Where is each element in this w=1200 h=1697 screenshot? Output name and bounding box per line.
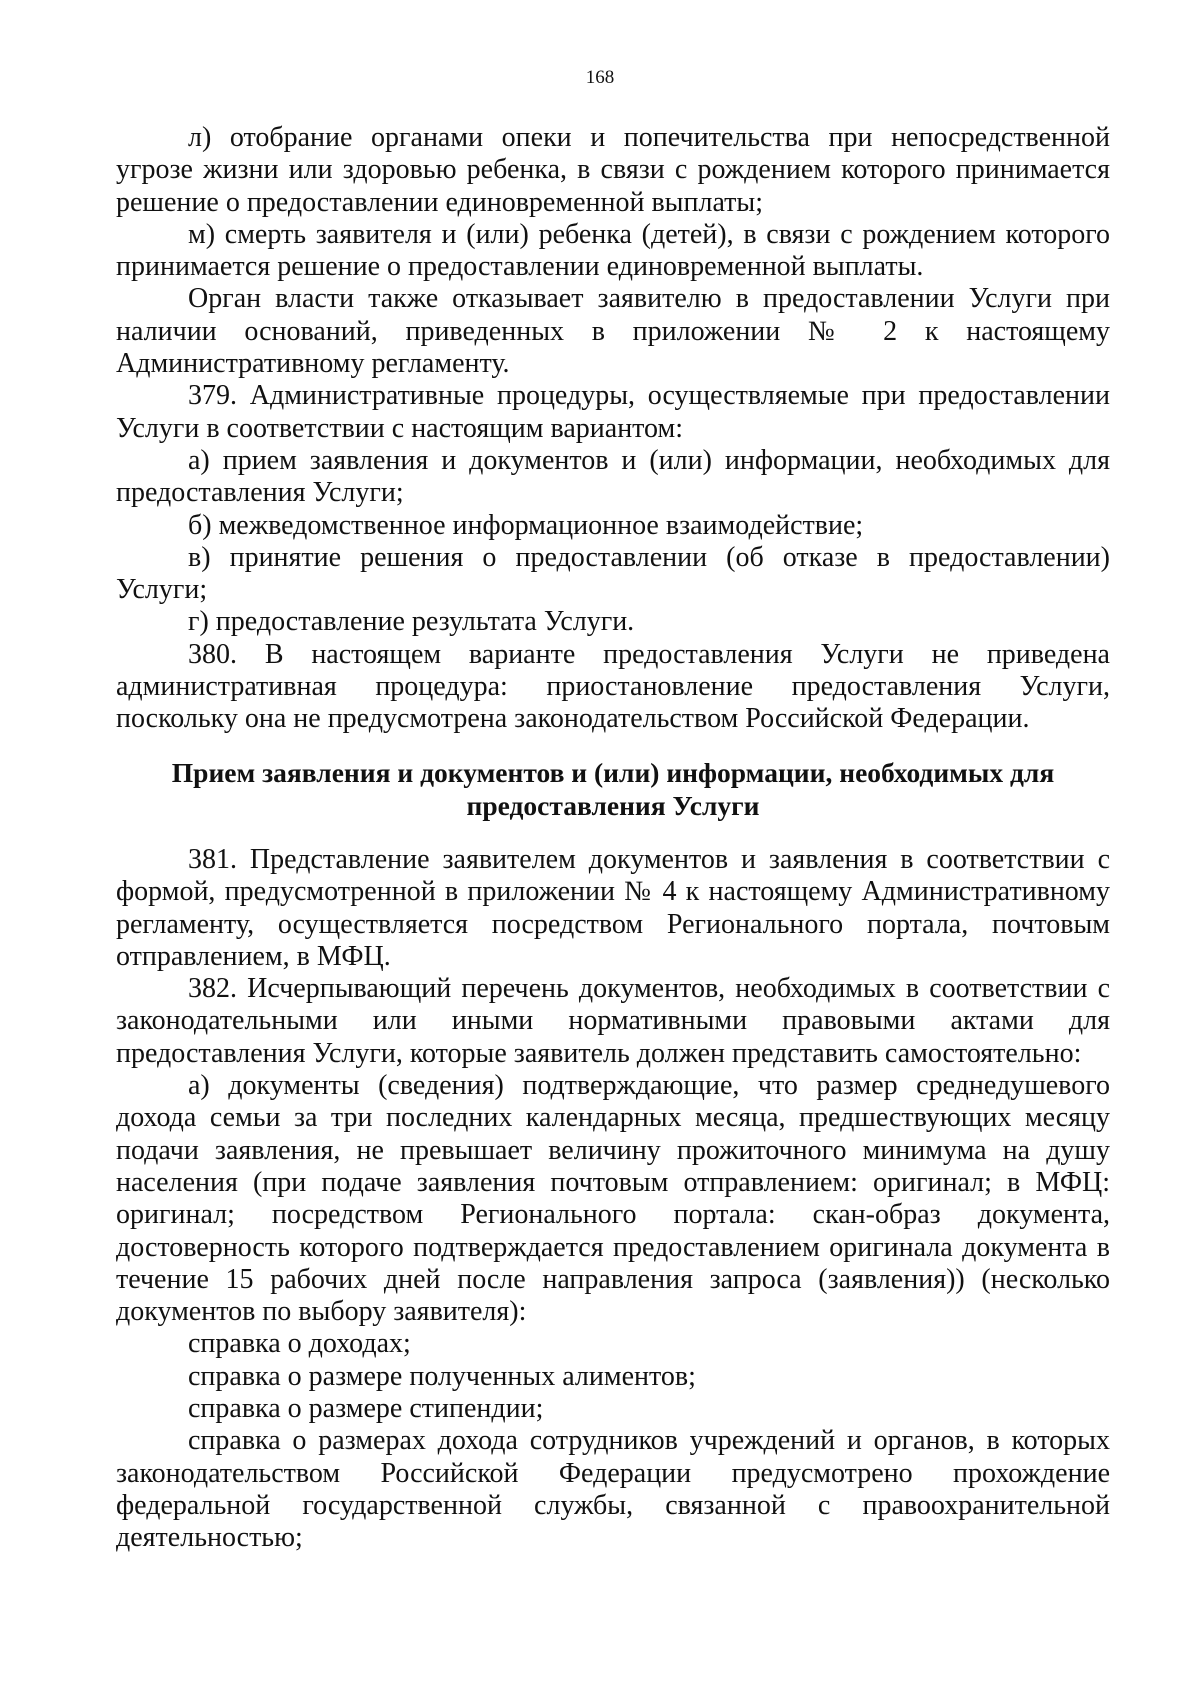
- paragraph-refusal: Орган власти также отказывает заявителю в предоставлении Услуги при наличии оснований, приведенных в приложении № 2 к настоящему Административному регламенту.: [116, 283, 1110, 380]
- section-text-upper: [116, 122, 1110, 736]
- paragraph-m: м) смерть заявителя и (или) ребенка (детей), в связи с рождением которого принимается решение о предоставлении единовременной выплаты.: [116, 218, 1110, 283]
- list-item-alimony-certificate: справка о размере полученных алиментов;: [188, 1360, 696, 1392]
- page-number: 168: [585, 67, 615, 88]
- section-heading: [116, 757, 1110, 822]
- list-item-b: б) межведомственное информационное взаимодействие;: [188, 509, 864, 541]
- list-item-income-certificate: справка о доходах;: [188, 1328, 411, 1360]
- list-item-v: в) принятие решения о предоставлении (об отказе в предоставлении) Услуги;: [116, 541, 1110, 606]
- list-item-stipend-certificate: справка о размере стипендии;: [188, 1393, 544, 1425]
- list-item-a: а) прием заявления и документов и (или) информации, необходимых для предоставления Услуги;: [116, 444, 1110, 509]
- paragraph-379: 379. Административные процедуры, осуществляемые при предоставлении Услуги в соответствии с настоящим вариантом:: [116, 380, 1110, 444]
- list-item-docs-a: а) документы (сведения) подтверждающие, что размер среднедушевого дохода семьи за три последних календарных месяца, предшествующих месяцу подачи заявления, не превышает величину прожиточного минимума на душу населения (при подаче заявления почтовым отправлением: оригинал; в МФЦ: оригинал; посредством Регионального портала: скан-образ документа, достоверность которого подтверждается предоставлением оригинала документа в течение 15 рабочих дней после направления запроса (заявления)) (несколько документов по выбору заявителя):: [116, 1070, 1110, 1328]
- section-text-lower: [116, 844, 1110, 1555]
- list-item-g: г) предоставление результата Услуги.: [188, 606, 635, 638]
- paragraph-l: л) отобрание органами опеки и попечительства при непосредственной угрозе жизни или здоровью ребенка, в связи с рождением которого принимается решение о предоставлении единовременной выплаты;: [116, 122, 1110, 218]
- paragraph-382: 382. Исчерпывающий перечень документов, необходимых в соответствии с законодательными или иными нормативными правовыми актами для предоставления Услуги, которые заявитель должен представить самостоятельно:: [116, 973, 1110, 1069]
- section-heading-line-2: предоставления Услуги: [466, 789, 760, 821]
- section-heading-line-1: Прием заявления и документов и (или) информации, необходимых для: [171, 757, 1055, 788]
- paragraph-381: 381. Представление заявителем документов и заявления в соответствии с формой, предусмотренной в приложении № 4 к настоящему Административному регламенту, осуществляется посредством Регионального портала, почтовым отправлением, в МФЦ.: [116, 844, 1110, 972]
- paragraph-380: 380. В настоящем варианте предоставления Услуги не приведена административная процедура: приостановление предоставления Услуги, поскольку она не предусмотрена законодательством Российской Федерации.: [116, 638, 1110, 735]
- list-item-officers-income-certificate: справка о размерах дохода сотрудников учреждений и органов, в которых законодательством Российской Федерации предусмотрено прохождение федеральной государственной службы, связанной с правоохранительной деятельностью;: [116, 1425, 1110, 1554]
